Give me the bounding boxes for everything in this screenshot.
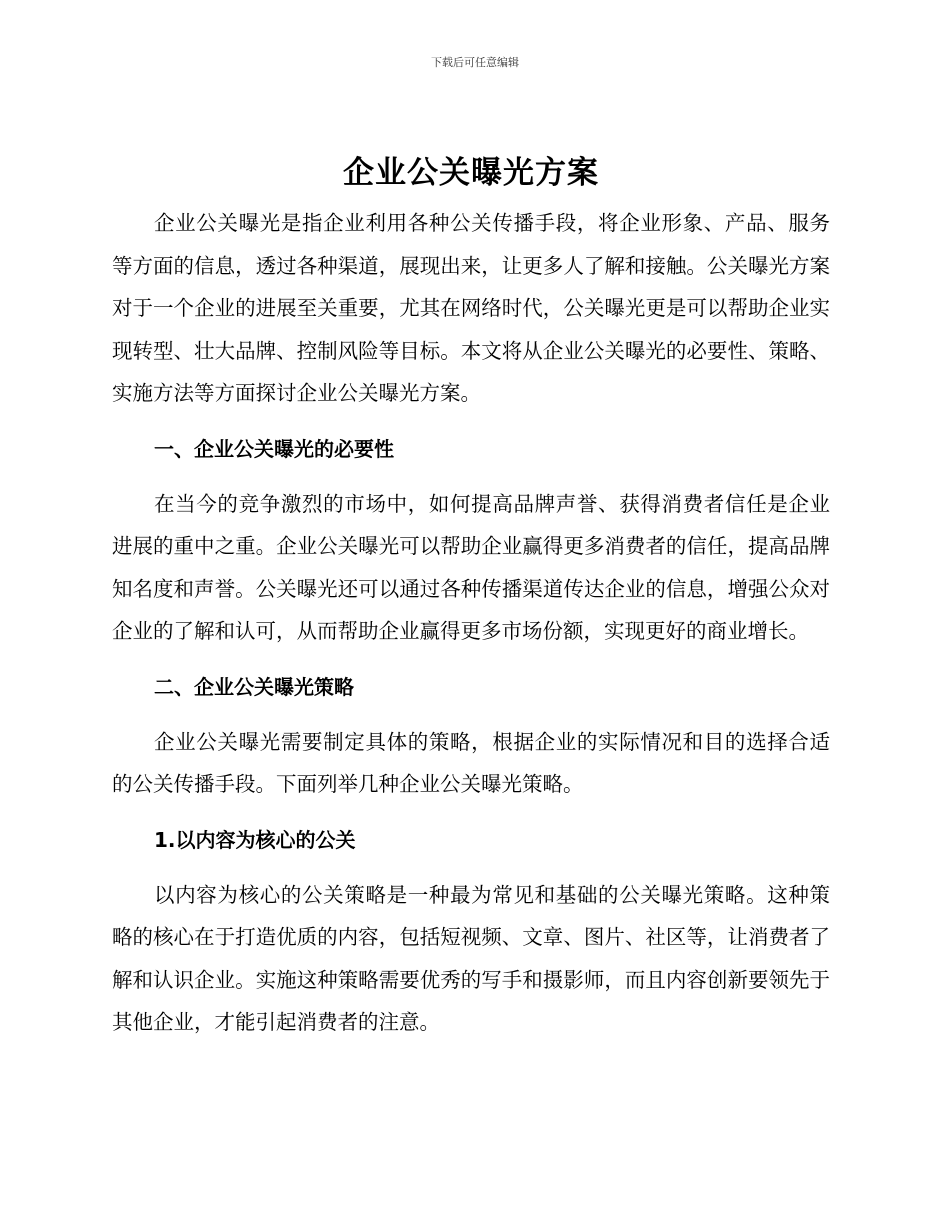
sub-heading-content-pr: 1.以内容为核心的公关 (154, 827, 356, 852)
section-heading-necessity: 一、企业公关曝光的必要性 (154, 436, 394, 461)
section-heading-strategy: 二、企业公关曝光策略 (154, 674, 354, 699)
content-pr-paragraph: 以内容为核心的公关策略是一种最为常见和基础的公关曝光策略。这种策略的核心在于打造优质的内容，包括短视频、文章、图片、社区等，让消费者了解和认识企业。实施这种策略需要优秀的写手和摄影师，而且内容创新要领先于其他企业，才能引起消费者的注意。 (112, 882, 830, 1034)
document-title: 企业公关曝光方案 (343, 155, 599, 191)
necessity-paragraph: 在当今的竞争激烈的市场中，如何提高品牌声誉、获得消费者信任是企业进展的重中之重。企业公关曝光可以帮助企业赢得更多消费者的信任，提高品牌知名度和声誉。公关曝光还可以通过各种传播渠道传达企业的信息，增强公众对企业的了解和认可，从而帮助企业赢得更多市场份额，实现更好的商业增长。 (112, 491, 830, 643)
document-body (112, 150, 830, 1044)
header-note: 下载后可任意编辑 (431, 56, 519, 69)
strategy-paragraph: 企业公关曝光需要制定具体的策略，根据企业的实际情况和目的选择合适的公关传播手段。下面列举几种企业公关曝光策略。 (112, 729, 830, 796)
intro-paragraph: 企业公关曝光是指企业利用各种公关传播手段，将企业形象、产品、服务等方面的信息，透过各种渠道，展现出来，让更多人了解和接触。公关曝光方案对于一个企业的进展至关重要，尤其在网络时代，公关曝光更是可以帮助企业实现转型、壮大品牌、控制风险等目标。本文将从企业公关曝光的必要性、策略、实施方法等方面探讨企业公关曝光方案。 (112, 211, 830, 405)
